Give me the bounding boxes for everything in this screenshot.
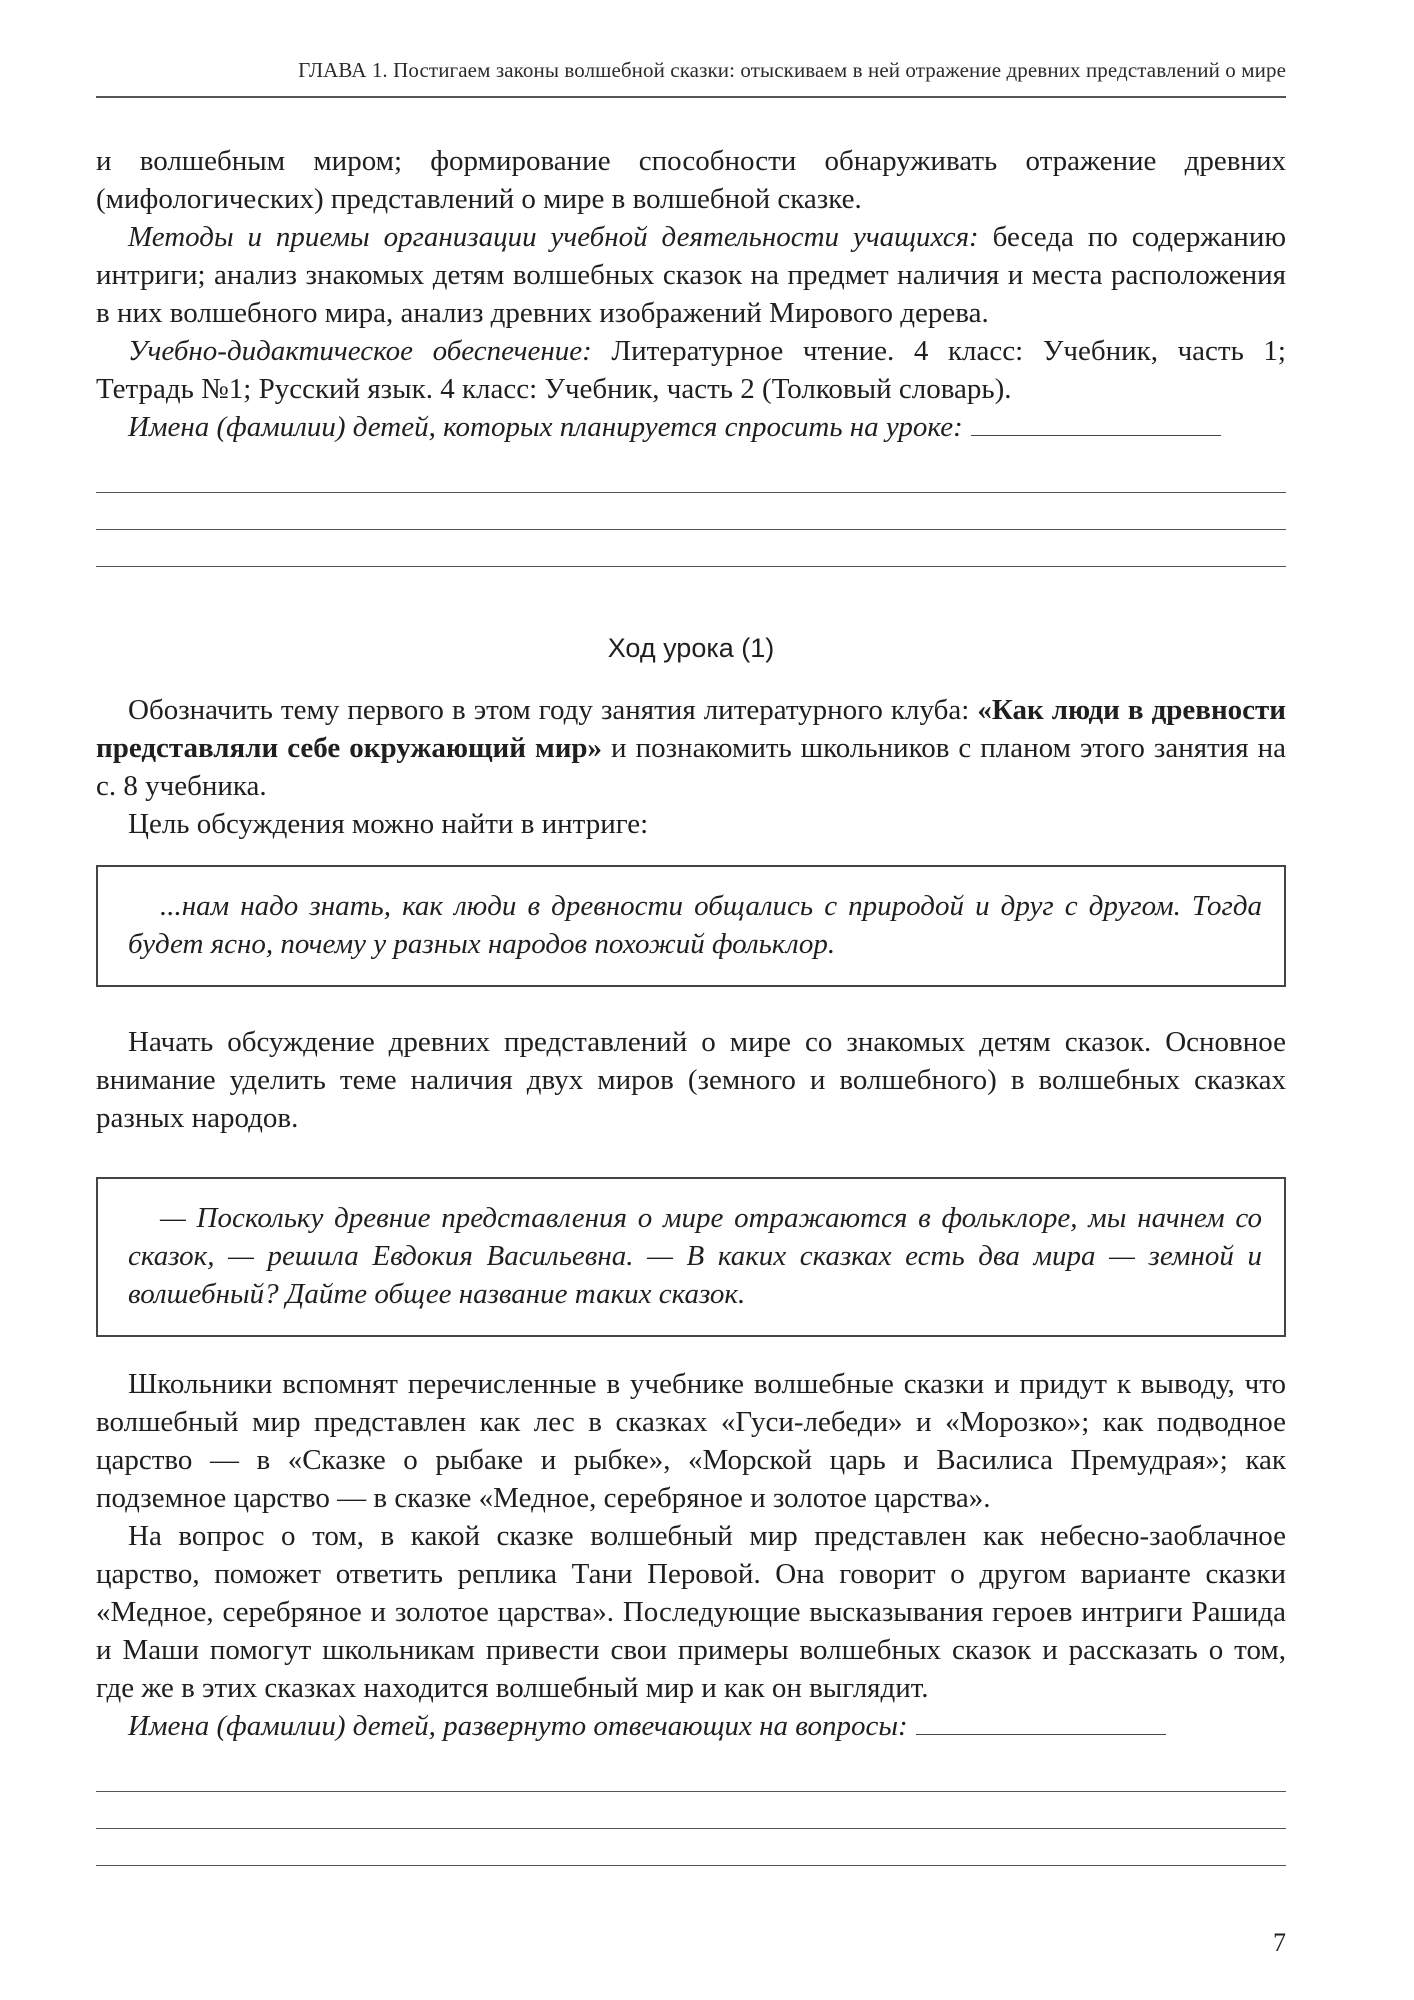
page-number: 7 xyxy=(1273,1928,1286,1957)
answer-line[interactable] xyxy=(96,1829,1286,1866)
answer-line[interactable] xyxy=(96,493,1286,530)
quote-text-1: ...нам надо знать, как люди в древности общались с природой и друг с другом. Тогда будет ясно, почему у разных народов похожий фольклор. xyxy=(128,890,1262,960)
lesson-heading: Ход урока (1) xyxy=(607,633,775,663)
names-prompt-2-paragraph xyxy=(96,1707,1286,1745)
lesson-paragraph-4: Школьники вспомнят перечисленные в учебнике волшебные сказки и придут к выводу, что волшебный мир представлен как лес в сказках «Гуси-лебеди» и «Морозко»; как подводное царство — в «Сказке о рыбаке и рыбке», «Морской царь и Василиса Премудрая»; как подземное царство — в сказке «Медное, серебряное и золотое царства». xyxy=(96,1368,1286,1514)
answers-lines xyxy=(96,1755,1286,1866)
lesson-topic: «Как люди в древности представляли себе окружающий мир» xyxy=(96,694,1286,764)
answer-line[interactable] xyxy=(96,1755,1286,1792)
names-blank[interactable] xyxy=(971,434,1221,436)
lesson-paragraph-2: Цель обсуждения можно найти в интриге: xyxy=(128,808,649,840)
quote-text-2: — Поскольку древние представления о мире отражаются в фольклоре, мы начнем со сказок, — решила Евдокия Васильевна. — В каких сказках есть два мира — земной и волшебный? Дайте общее название таких сказок. xyxy=(128,1202,1262,1310)
quote-box-2 xyxy=(96,1177,1286,1337)
methods-text: беседа по содержанию интриги; анализ знакомых детям волшебных сказок на предмет наличия и места расположения в них волшебного мира, анализ древних изображений Мирового дерева. xyxy=(96,221,1286,329)
lesson-paragraph-5: На вопрос о том, в какой сказке волшебный мир представлен как небесно-заоблачное царство, поможет ответить реплика Тани Перовой. Она говорит о другом варианте сказки «Медное, серебряное и золотое царства». Последующие высказывания героев интриги Рашида и Маши помогут школьникам привести свои примеры волшебных сказок и рассказать о том, где же в этих сказках находится волшебный мир и как он выглядит. xyxy=(96,1520,1286,1704)
materials-text: Литературное чтение. 4 класс: Учебник, часть 1; Тетрадь №1; Русский язык. 4 класс: Учебник, часть 2 (Толковый словарь). xyxy=(96,335,1286,405)
methods-paragraph xyxy=(96,218,1286,332)
names-blank-2[interactable] xyxy=(916,1733,1166,1735)
p1-start: Обозначить тему первого в этом году занятия литературного клуба: xyxy=(128,694,978,726)
running-head: ГЛАВА 1. Постигаем законы волшебной сказки: отыскиваем в ней отражение древних представлений о мире xyxy=(298,58,1286,82)
materials-paragraph xyxy=(96,332,1286,408)
p1-end: и познакомить школьников с планом этого занятия на с. 8 учебника. xyxy=(96,732,1286,802)
quote-box-1 xyxy=(96,865,1286,987)
header-divider xyxy=(96,96,1286,98)
names-lines xyxy=(96,456,1286,567)
lesson-paragraph-1 xyxy=(96,691,1286,805)
answer-line[interactable] xyxy=(96,530,1286,567)
names-prompt-paragraph xyxy=(96,408,1286,446)
answer-line[interactable] xyxy=(96,456,1286,493)
methods-label: Методы и приемы организации учебной деятельности учащихся: xyxy=(128,221,979,253)
names-prompt-2: Имена (фамилии) детей, развернуто отвечающих на вопросы: xyxy=(128,1710,908,1742)
page-content xyxy=(96,142,1286,1866)
lesson-paragraph-3: Начать обсуждение древних представлений о мире со знакомых детям сказок. Основное внимание уделить теме наличия двух миров (земного и волшебного) в волшебных сказках разных народов. xyxy=(96,1026,1286,1134)
materials-label: Учебно-дидактическое обеспечение: xyxy=(128,335,592,367)
names-prompt: Имена (фамилии) детей, которых планируется спросить на уроке: xyxy=(128,411,963,443)
answer-line[interactable] xyxy=(96,1792,1286,1829)
intro-continuation: и волшебным миром; формирование способности обнаруживать отражение древних (мифологических) представлений о мире в волшебной сказке. xyxy=(96,145,1286,215)
